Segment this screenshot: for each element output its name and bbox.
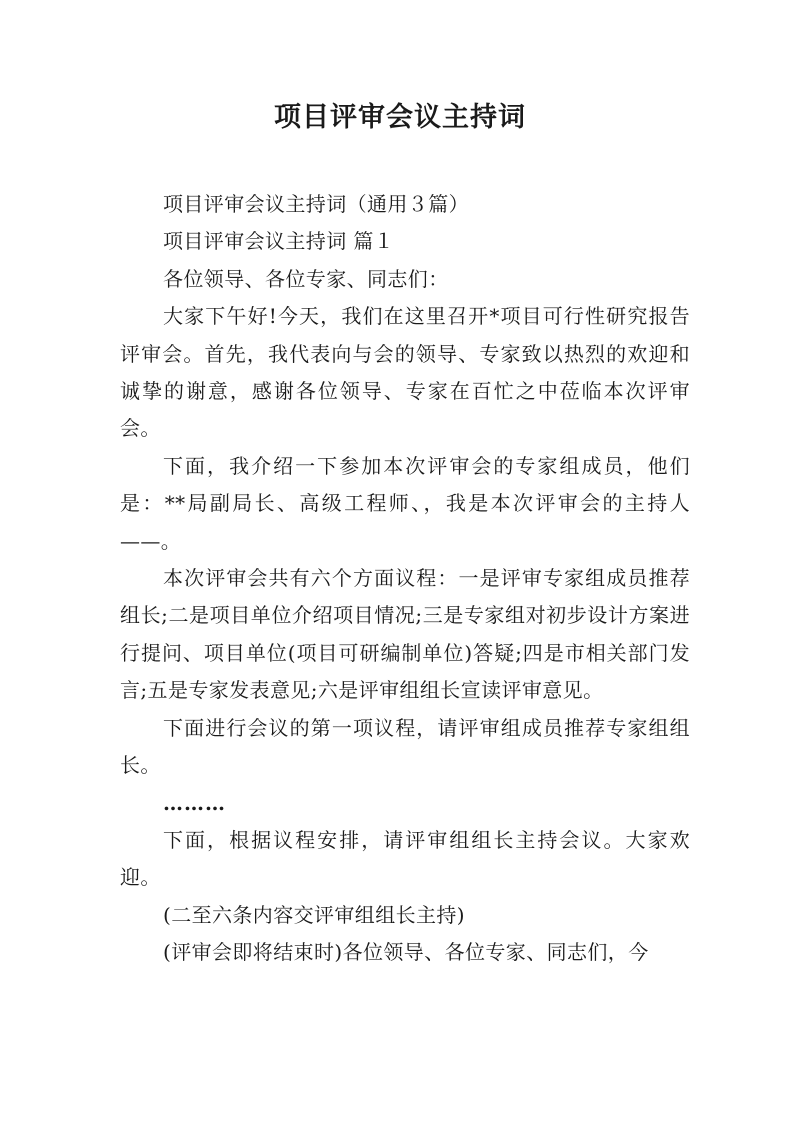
subtitle-paragraph: 项目评审会议主持词（通用３篇） [163,192,469,216]
salutation-paragraph: 各位领导、各位专家、同志们： [163,266,449,291]
document-body [120,186,690,972]
body-paragraph: 下面，根据议程安排，请评审组组长主持会议。大家欢迎。 [120,827,690,890]
body-paragraph: 大家下午好!今天，我们在这里召开*项目可行性研究报告评审会。首先，我代表向与会的领导、专家致以热烈的欢迎和诚挚的谢意，感谢各位领导、专家在百忙之中莅临本次评审会。 [120,304,690,441]
body-paragraph: 下面，我介绍一下参加本次评审会的专家组成员，他们是：**局副局长、高级工程师、，我是本次评审会的主持人——。 [120,453,690,553]
section-heading: 项目评审会议主持词 篇１ [163,229,395,254]
ellipsis-paragraph: ……… [163,790,226,815]
note-paragraph: (二至六条内容交评审组组长主持) [163,902,466,927]
document-title: 项目评审会议主持词 [274,102,526,133]
body-paragraph: 本次评审会共有六个方面议程：一是评审专家组成员推荐组长;二是项目单位介绍项目情况;三是专家组对初步设计方案进行提问、项目单位(项目可研编制单位)答疑;四是市相关部门发言;五是专家发表意见;六是评审组组长宣读评审意见。 [120,566,690,703]
body-paragraph: 下面进行会议的第一项议程，请评审组成员推荐专家组组长。 [120,715,690,778]
body-paragraph: (评审会即将结束时)各位领导、各位专家、同志们，今 [163,940,649,965]
